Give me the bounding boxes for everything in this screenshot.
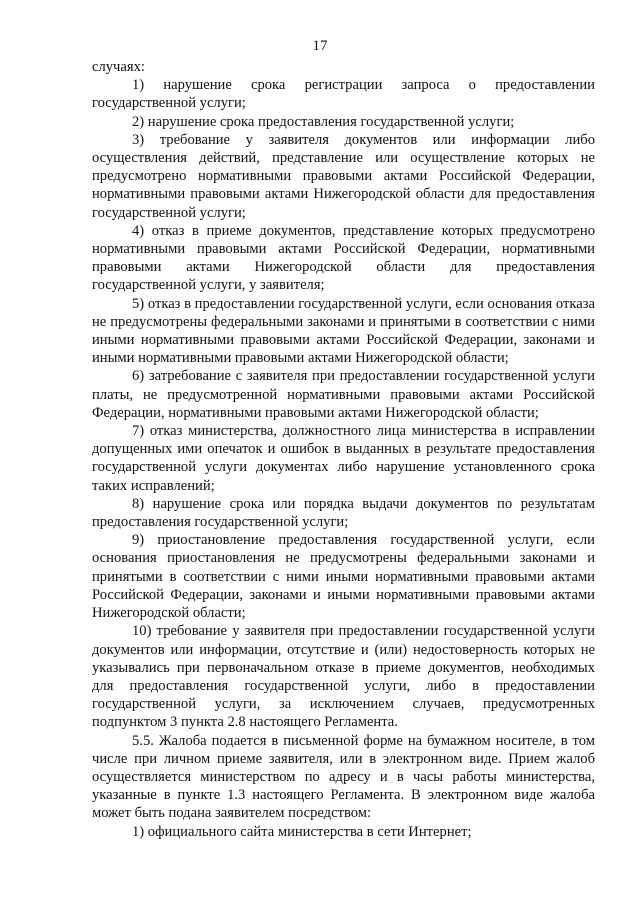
page-number: 17 xyxy=(312,38,328,54)
paragraph-item-5: 5) отказ в предоставлении государственной услуги, если основания отказа не предусмотрены федеральными законами и принятыми в соответствии с ними иными нормативными правовыми актами Российской Федерации, законами и иными нормативными правовыми актами Нижегородской области; xyxy=(92,295,595,367)
document-body xyxy=(92,58,595,841)
paragraph-item-8: 8) нарушение срока или порядка выдачи документов по результатам предоставления государственной услуги; xyxy=(92,495,595,531)
paragraph-item-2: 2) нарушение срока предоставления государственной услуги; xyxy=(132,113,515,130)
paragraph-section-5-5: 5.5. Жалоба подается в письменной форме на бумажном носителе, в том числе при личном приеме заявителя, или в электронном виде. Прием жалоб осуществляется министерством по адресу и в часы работы министерства, указанные в пункте 1.3 настоящего Регламента. В электронном виде жалоба может быть подана заявителем посредством: xyxy=(92,732,595,822)
paragraph-item-3: 3) требование у заявителя документов или информации либо осуществления действий, представление или осуществление которых не предусмотрено нормативными правовыми актами Российской Федерации, нормативными правовыми актами Нижегородской области для предоставления государственной услуги; xyxy=(92,131,595,221)
paragraph-item-1: 1) нарушение срока регистрации запроса о предоставлении государственной услуги; xyxy=(92,77,595,112)
paragraph-intro: случаях: xyxy=(92,59,145,75)
paragraph-item-9: 9) приостановление предоставления государственной услуги, если основания приостановления не предусмотрены федеральными законами и принятыми в соответствии с ними иными нормативными правовыми актами Российской Федерации, законами и иными нормативными правовыми актами Нижегородской области; xyxy=(92,532,595,622)
paragraph-item-4: 4) отказ в приеме документов, представление которых предусмотрено нормативными правовыми актами Российской Федерации, нормативными правовыми актами Нижегородской области для предоставления государственной услуги, у заявителя; xyxy=(92,222,595,294)
paragraph-item-7: 7) отказ министерства, должностного лица министерства в исправлении допущенных ими опечаток и ошибок в выданных в результате предоставления государственной услуги документах либо нарушение установленного срока таких исправлений; xyxy=(92,423,595,494)
paragraph-subitem-1: 1) официального сайта министерства в сети Интернет; xyxy=(132,823,472,840)
paragraph-item-10: 10) требование у заявителя при предоставлении государственной услуги документов или информации, отсутствие и (или) недостоверность которых не указывались при первоначальном отказе в приеме документов, необходимых для предоставления государственной услуги, либо в предоставлении государственной услуги, за исключением случаев, предусмотренных подпунктом 3 пункта 2.8 настоящего Регламента. xyxy=(92,623,595,731)
paragraph-item-6: 6) затребование с заявителя при предоставлении государственной услуги платы, не предусмотренной нормативными правовыми актами Российской Федерации, нормативными правовыми актами Нижегородской области; xyxy=(92,368,595,421)
